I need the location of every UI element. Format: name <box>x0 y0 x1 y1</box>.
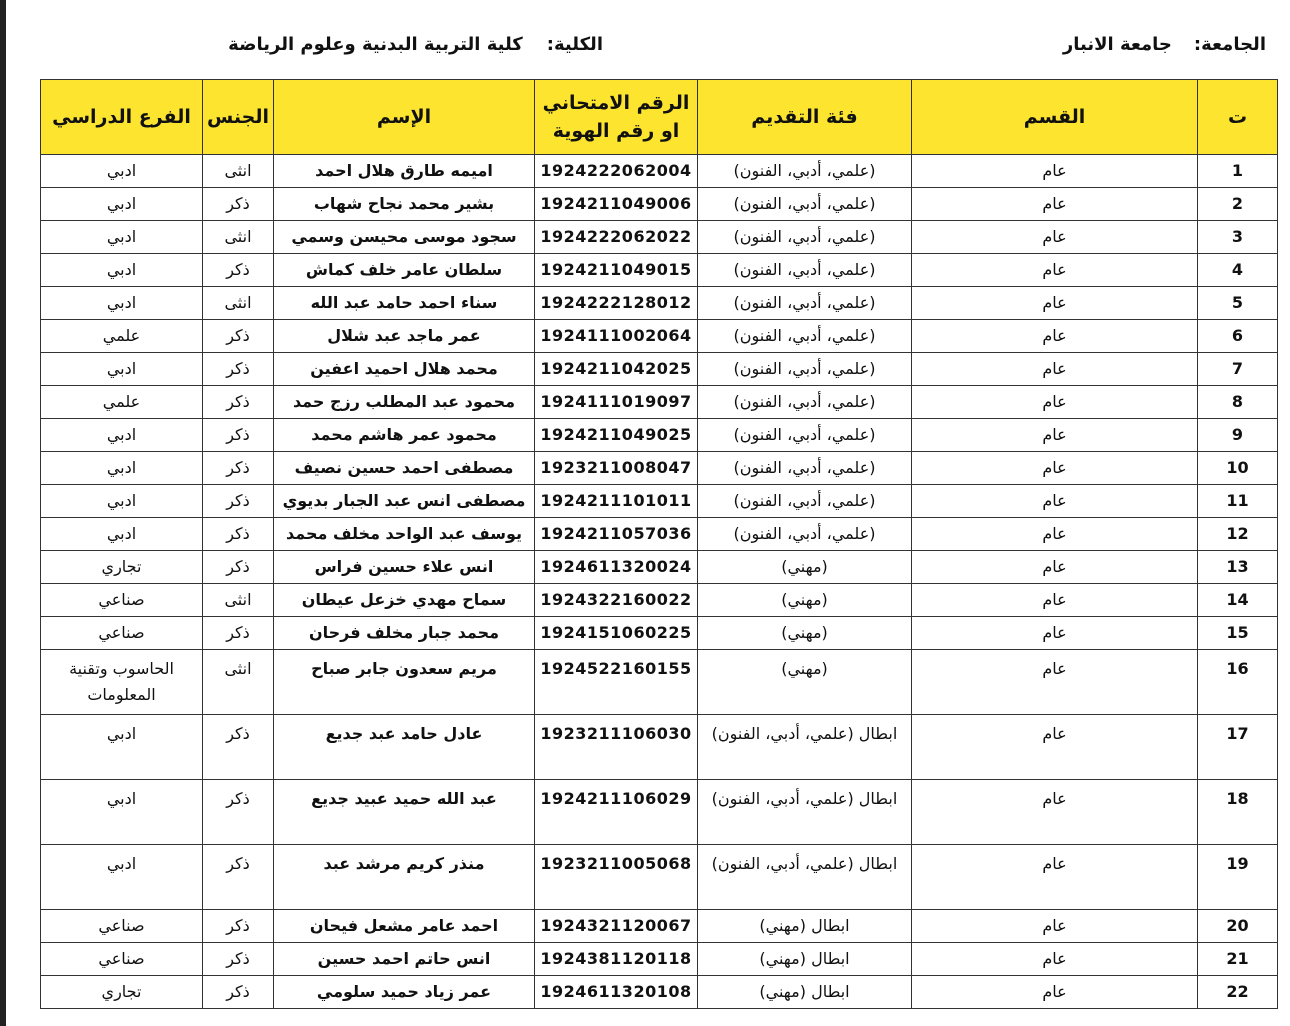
branch-cell: صناعي <box>41 617 203 650</box>
category-cell: (علمي، أدبي، الفنون) <box>698 518 912 551</box>
dept-cell: عام <box>912 386 1198 419</box>
college-label: الكلية: <box>546 34 603 55</box>
branch-cell: صناعي <box>41 910 203 943</box>
gender-cell: ذكر <box>203 976 274 1009</box>
category-cell: (مهني) <box>698 617 912 650</box>
gender-cell: ذكر <box>203 715 274 780</box>
col-header-category: فئة التقديم <box>698 80 912 155</box>
col-header-num: ت <box>1198 80 1278 155</box>
table-row <box>41 910 1278 943</box>
col-header-dept: القسم <box>912 80 1198 155</box>
exam-id-cell: 1924151060225 <box>535 617 698 650</box>
table-header-row <box>41 80 1278 155</box>
branch-cell: ادبي <box>41 353 203 386</box>
university-label: الجامعة: <box>1193 34 1266 55</box>
name-cell: عمر ماجد عبد شلال <box>274 320 535 353</box>
dept-cell: عام <box>912 188 1198 221</box>
name-cell: سجود موسى محيسن وسمي <box>274 221 535 254</box>
exam-id-cell: 1924322160022 <box>535 584 698 617</box>
branch-cell: ادبي <box>41 485 203 518</box>
row-number: 3 <box>1198 221 1278 254</box>
name-cell: احمد عامر مشعل فيحان <box>274 910 535 943</box>
gender-cell: انثى <box>203 155 274 188</box>
branch-cell: ادبي <box>41 518 203 551</box>
exam-id-cell: 1924211101011 <box>535 485 698 518</box>
category-cell: ابطال (علمي، أدبي، الفنون) <box>698 715 912 780</box>
row-number: 17 <box>1198 715 1278 780</box>
table-body <box>41 155 1278 1009</box>
category-cell: (علمي، أدبي، الفنون) <box>698 188 912 221</box>
name-cell: سلطان عامر خلف كماش <box>274 254 535 287</box>
dept-cell: عام <box>912 551 1198 584</box>
table-row <box>41 617 1278 650</box>
branch-cell: الحاسوب وتقنية المعلومات <box>41 650 203 715</box>
dept-cell: عام <box>912 780 1198 845</box>
dept-cell: عام <box>912 287 1198 320</box>
name-cell: اميمه طارق هلال احمد <box>274 155 535 188</box>
applicants-table <box>40 79 1278 1009</box>
branch-cell: ادبي <box>41 221 203 254</box>
gender-cell: ذكر <box>203 617 274 650</box>
branch-cell: ادبي <box>41 287 203 320</box>
exam-id-cell: 1924522160155 <box>535 650 698 715</box>
exam-id-cell: 1923211008047 <box>535 452 698 485</box>
row-number: 19 <box>1198 845 1278 910</box>
exam-id-cell: 1923211005068 <box>535 845 698 910</box>
row-number: 22 <box>1198 976 1278 1009</box>
gender-cell: ذكر <box>203 780 274 845</box>
name-cell: مصطفى احمد حسين نصيف <box>274 452 535 485</box>
table-row <box>41 353 1278 386</box>
dept-cell: عام <box>912 155 1198 188</box>
dept-cell: عام <box>912 452 1198 485</box>
gender-cell: ذكر <box>203 485 274 518</box>
gender-cell: ذكر <box>203 551 274 584</box>
branch-cell: ادبي <box>41 715 203 780</box>
gender-cell: ذكر <box>203 320 274 353</box>
table-row <box>41 419 1278 452</box>
university-value: جامعة الانبار <box>1062 34 1172 55</box>
exam-id-cell: 1924111019097 <box>535 386 698 419</box>
gender-cell: ذكر <box>203 419 274 452</box>
gender-cell: انثى <box>203 287 274 320</box>
branch-cell: علمي <box>41 386 203 419</box>
dept-cell: عام <box>912 419 1198 452</box>
dept-cell: عام <box>912 943 1198 976</box>
category-cell: (علمي، أدبي، الفنون) <box>698 155 912 188</box>
branch-cell: ادبي <box>41 188 203 221</box>
col-header-gender: الجنس <box>203 80 274 155</box>
gender-cell: انثى <box>203 584 274 617</box>
exam-id-cell: 1924111002064 <box>535 320 698 353</box>
category-cell: (علمي، أدبي، الفنون) <box>698 386 912 419</box>
category-cell: (علمي، أدبي، الفنون) <box>698 254 912 287</box>
col-header-exam-id-line1: الرقم الامتحاني <box>542 91 690 114</box>
exam-id-cell: 1924222062022 <box>535 221 698 254</box>
table-row <box>41 155 1278 188</box>
col-header-name: الإسم <box>274 80 535 155</box>
category-cell: (مهني) <box>698 650 912 715</box>
table-row <box>41 254 1278 287</box>
name-cell: مريم سعدون جابر صباح <box>274 650 535 715</box>
table-row <box>41 287 1278 320</box>
name-cell: سماح مهدي خزعل عيطان <box>274 584 535 617</box>
gender-cell: ذكر <box>203 353 274 386</box>
branch-cell: صناعي <box>41 943 203 976</box>
name-cell: محمود عمر هاشم محمد <box>274 419 535 452</box>
dept-cell: عام <box>912 845 1198 910</box>
exam-id-cell: 1924611320108 <box>535 976 698 1009</box>
dept-cell: عام <box>912 518 1198 551</box>
table-row <box>41 320 1278 353</box>
name-cell: عادل حامد عبد جديع <box>274 715 535 780</box>
branch-cell: ادبي <box>41 780 203 845</box>
name-cell: انس حاتم احمد حسين <box>274 943 535 976</box>
gender-cell: ذكر <box>203 845 274 910</box>
branch-cell: ادبي <box>41 452 203 485</box>
row-number: 18 <box>1198 780 1278 845</box>
branch-cell: ادبي <box>41 254 203 287</box>
branch-cell: علمي <box>41 320 203 353</box>
table-row <box>41 943 1278 976</box>
college-value: كلية التربية البدنية وعلوم الرياضة <box>228 34 523 55</box>
table-row <box>41 845 1278 910</box>
branch-cell: تجاري <box>41 976 203 1009</box>
col-header-exam-id-line2: او رقم الهوية <box>552 120 680 142</box>
branch-cell: صناعي <box>41 584 203 617</box>
table-row <box>41 188 1278 221</box>
college-field <box>228 34 603 55</box>
name-cell: محمد هلال احميد اعفين <box>274 353 535 386</box>
dept-cell: عام <box>912 584 1198 617</box>
exam-id-cell: 1924222128012 <box>535 287 698 320</box>
dept-cell: عام <box>912 254 1198 287</box>
col-header-exam-id <box>535 80 698 155</box>
row-number: 10 <box>1198 452 1278 485</box>
table-row <box>41 221 1278 254</box>
name-cell: منذر كريم مرشد عبد <box>274 845 535 910</box>
name-cell: محمود عبد المطلب رزج حمد <box>274 386 535 419</box>
row-number: 6 <box>1198 320 1278 353</box>
exam-id-cell: 1924211049015 <box>535 254 698 287</box>
exam-id-cell: 1924611320024 <box>535 551 698 584</box>
category-cell: (مهني) <box>698 584 912 617</box>
exam-id-cell: 1924211042025 <box>535 353 698 386</box>
row-number: 14 <box>1198 584 1278 617</box>
exam-id-cell: 1924381120118 <box>535 943 698 976</box>
table-row <box>41 715 1278 780</box>
university-field <box>1063 34 1266 55</box>
exam-id-cell: 1924211106029 <box>535 780 698 845</box>
exam-id-cell: 1924211049025 <box>535 419 698 452</box>
exam-id-cell: 1924321120067 <box>535 910 698 943</box>
table-row <box>41 584 1278 617</box>
category-cell: ابطال (مهني) <box>698 976 912 1009</box>
exam-id-cell: 1924211057036 <box>535 518 698 551</box>
table-row <box>41 452 1278 485</box>
row-number: 15 <box>1198 617 1278 650</box>
row-number: 8 <box>1198 386 1278 419</box>
row-number: 13 <box>1198 551 1278 584</box>
row-number: 7 <box>1198 353 1278 386</box>
category-cell: (علمي، أدبي، الفنون) <box>698 485 912 518</box>
row-number: 21 <box>1198 943 1278 976</box>
category-cell: (علمي، أدبي، الفنون) <box>698 320 912 353</box>
name-cell: سناء احمد حامد عبد الله <box>274 287 535 320</box>
row-number: 1 <box>1198 155 1278 188</box>
document-header <box>40 34 1278 64</box>
row-number: 4 <box>1198 254 1278 287</box>
gender-cell: ذكر <box>203 386 274 419</box>
table-row <box>41 518 1278 551</box>
name-cell: مصطفى انس عبد الجبار بديوي <box>274 485 535 518</box>
col-header-branch: الفرع الدراسي <box>41 80 203 155</box>
name-cell: عمر زياد حميد سلومي <box>274 976 535 1009</box>
exam-id-cell: 1924222062004 <box>535 155 698 188</box>
category-cell: (علمي، أدبي، الفنون) <box>698 221 912 254</box>
name-cell: عبد الله حميد عبيد جديع <box>274 780 535 845</box>
category-cell: (مهني) <box>698 551 912 584</box>
category-cell: ابطال (علمي، أدبي، الفنون) <box>698 845 912 910</box>
table-row <box>41 551 1278 584</box>
gender-cell: ذكر <box>203 188 274 221</box>
name-cell: يوسف عبد الواحد مخلف محمد <box>274 518 535 551</box>
row-number: 9 <box>1198 419 1278 452</box>
row-number: 16 <box>1198 650 1278 715</box>
dept-cell: عام <box>912 976 1198 1009</box>
category-cell: ابطال (مهني) <box>698 943 912 976</box>
row-number: 2 <box>1198 188 1278 221</box>
category-cell: (علمي، أدبي، الفنون) <box>698 353 912 386</box>
exam-id-cell: 1923211106030 <box>535 715 698 780</box>
dept-cell: عام <box>912 617 1198 650</box>
dept-cell: عام <box>912 485 1198 518</box>
dept-cell: عام <box>912 353 1198 386</box>
branch-cell: ادبي <box>41 845 203 910</box>
table-row <box>41 650 1278 715</box>
gender-cell: ذكر <box>203 910 274 943</box>
category-cell: ابطال (علمي، أدبي، الفنون) <box>698 780 912 845</box>
page-left-edge <box>0 0 6 1026</box>
dept-cell: عام <box>912 715 1198 780</box>
gender-cell: انثى <box>203 221 274 254</box>
category-cell: (علمي، أدبي، الفنون) <box>698 287 912 320</box>
exam-id-cell: 1924211049006 <box>535 188 698 221</box>
branch-cell: تجاري <box>41 551 203 584</box>
gender-cell: ذكر <box>203 452 274 485</box>
dept-cell: عام <box>912 320 1198 353</box>
dept-cell: عام <box>912 221 1198 254</box>
dept-cell: عام <box>912 650 1198 715</box>
table-row <box>41 780 1278 845</box>
row-number: 11 <box>1198 485 1278 518</box>
table-row <box>41 485 1278 518</box>
branch-cell: ادبي <box>41 155 203 188</box>
table-row <box>41 976 1278 1009</box>
name-cell: بشير محمد نجاح شهاب <box>274 188 535 221</box>
dept-cell: عام <box>912 910 1198 943</box>
gender-cell: انثى <box>203 650 274 715</box>
gender-cell: ذكر <box>203 254 274 287</box>
table-row <box>41 386 1278 419</box>
category-cell: ابطال (مهني) <box>698 910 912 943</box>
row-number: 5 <box>1198 287 1278 320</box>
row-number: 20 <box>1198 910 1278 943</box>
gender-cell: ذكر <box>203 943 274 976</box>
gender-cell: ذكر <box>203 518 274 551</box>
category-cell: (علمي، أدبي، الفنون) <box>698 452 912 485</box>
name-cell: محمد جبار مخلف فرحان <box>274 617 535 650</box>
category-cell: (علمي، أدبي، الفنون) <box>698 419 912 452</box>
branch-cell: ادبي <box>41 419 203 452</box>
row-number: 12 <box>1198 518 1278 551</box>
name-cell: انس علاء حسين فراس <box>274 551 535 584</box>
